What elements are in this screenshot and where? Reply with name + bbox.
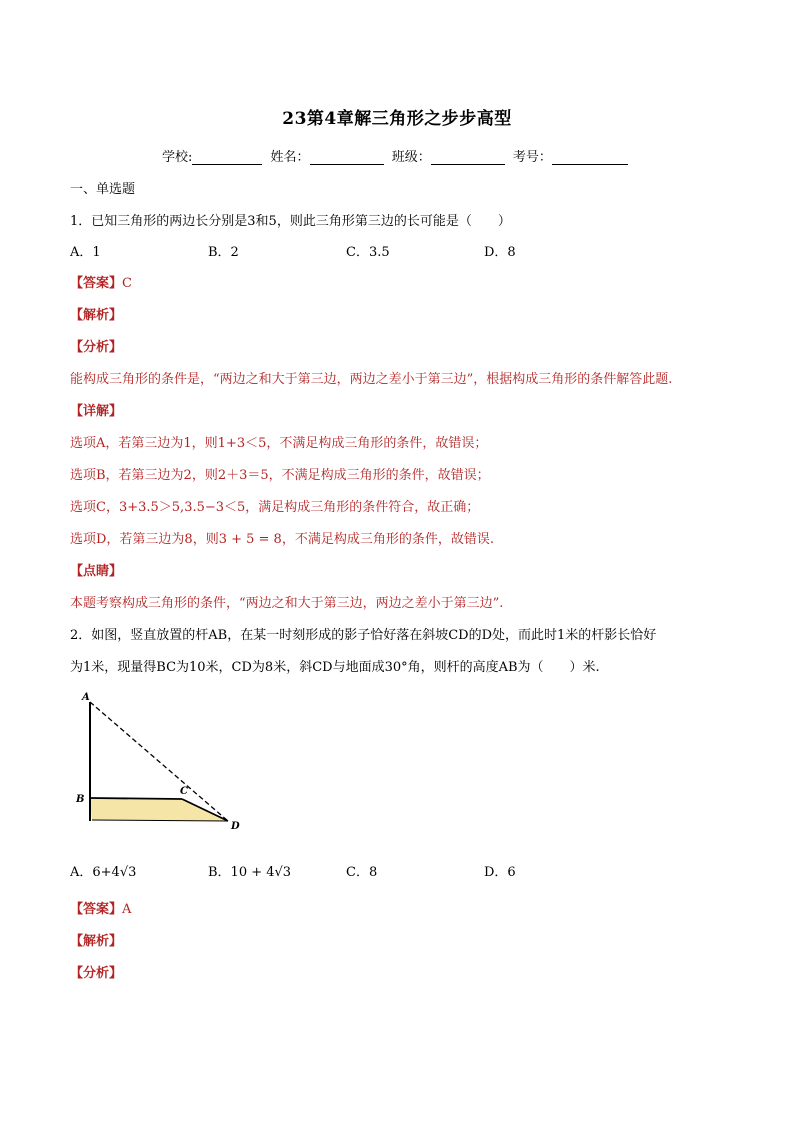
q1-detail-label: 【详解】 [70,404,123,419]
q2-answer-value: A [122,902,132,917]
q1-detail-line-2: 选项B，若第三边为2，则2＋3＝5，不满足构成三角形的条件，故错误； [70,468,490,483]
student-info-line [162,146,632,165]
q1-choice-b: B．2 [208,245,239,260]
q1-choice-a: A．1 [70,245,101,260]
label-b: B [76,794,85,805]
q1-dianjing-text: 本题考察构成三角形的条件，“两边之和大于第三边，两边之差小于第三边”. [70,596,504,611]
q1-choice-d: D．8 [484,245,516,260]
label-d: D [231,821,240,832]
page-title: 23第4章解三角形之步步高型 [282,109,512,129]
q2-figure [70,688,260,838]
q2-stem-line-2: 为1米，现量得BC为10米，CD为8米，斜CD与地面成30°角，则杆的高度AB为（ ）米. [70,660,600,675]
q1-answer-label: 【答案】 [70,276,123,291]
exam-number-label: 考号： [512,150,552,165]
q1-detail-line-1: 选项A，若第三边为1，则1+3＜5，不满足构成三角形的条件，故错误； [70,436,488,451]
q2-choice-b: B．10 + 4√3 [208,865,292,880]
q1-stem: 1．已知三角形的两边长分别是3和5，则此三角形第三边的长可能是（ ） [70,214,511,229]
slope-shaded-region [90,798,228,821]
q2-answer-label: 【答案】 [70,902,123,917]
school-label: 学校: [162,150,193,165]
q1-detail-line-3: 选项C，3+3.5＞5,3.5−3＜5，满足构成三角形的条件符合，故正确； [70,500,480,515]
q2-analysis-label: 【解析】 [70,934,123,949]
section-heading: 一、单选题 [70,182,136,197]
q1-answer-line [70,272,132,291]
q1-detail-line-4: 选项D，若第三边为8，则3 + 5 = 8，不满足构成三角形的条件，故错误. [70,532,494,547]
q2-choice-a: A．6+4√3 [70,865,137,880]
q2-answer-line [70,898,131,917]
q2-choice-d: D．6 [484,865,516,880]
q1-analysis-label: 【解析】 [70,308,123,323]
class-label: 班级： [391,150,431,165]
q1-fenxi-label: 【分析】 [70,340,123,355]
label-a: A [82,692,90,703]
q1-dianjing-label: 【点睛】 [70,564,123,579]
segment-bc [90,798,182,799]
label-c: C [180,786,188,797]
q2-choice-c: C．8 [346,865,378,880]
exam-number-blank [552,150,628,165]
q1-fenxi-text: 能构成三角形的条件是，“两边之和大于第三边，两边之差小于第三边”，根据构成三角形的条件解答此题. [70,372,673,387]
q2-stem-line-1: 2．如图，竖直放置的杆AB，在某一时刻形成的影子恰好落在斜坡CD的D处，而此时1米的杆影长恰好 [70,628,657,643]
school-blank [192,150,262,165]
name-blank [310,150,384,165]
q1-choice-c: C．3.5 [346,245,390,260]
q1-answer-value: C [122,276,132,291]
q2-fenxi-label: 【分析】 [70,966,123,981]
name-label: 姓名： [270,150,310,165]
class-blank [431,150,505,165]
